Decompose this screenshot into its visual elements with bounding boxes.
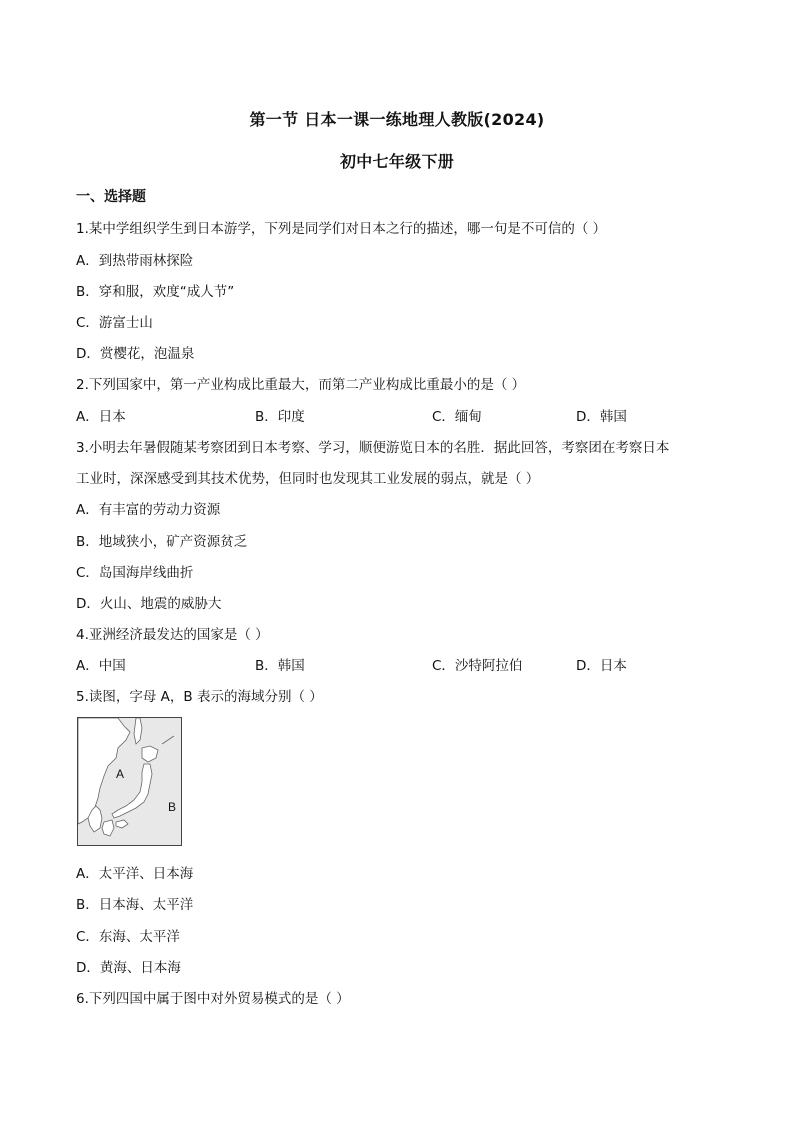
question-5-stem: 5.读图，字母 A，B 表示的海域分别（ ） [76,689,323,705]
question-4-option-a: A．中国 [76,658,126,674]
question-6-stem: 6.下列四国中属于图中对外贸易模式的是（ ） [76,991,350,1007]
question-2-option-c: C．缅甸 [432,409,482,425]
question-3-option-a: A．有丰富的劳动力资源 [76,502,221,518]
question-4-option-c: C．沙特阿拉伯 [432,658,523,674]
question-5-option-b: B．日本海、太平洋 [76,897,194,913]
question-2-option-d: D．韩国 [576,409,627,425]
section-heading: 一、选择题 [76,189,146,205]
question-2-option-b: B．印度 [255,409,305,425]
question-1-option-b: B．穿和服，欢度“成人节” [76,284,235,300]
question-3-option-d: D．火山、地震的威胁大 [76,596,222,612]
japan-sea-map [77,717,182,846]
question-3-option-c: C．岛国海岸线曲折 [76,565,194,581]
question-2-stem: 2.下列国家中，第一产业构成比重最大，而第二产业构成比重最小的是（ ） [76,377,526,393]
document-title: 第一节 日本一课一练地理人教版(2024) [249,110,545,129]
question-4-stem: 4.亚洲经济最发达的国家是（ ） [76,627,269,643]
question-1-option-c: C．游富士山 [76,315,153,331]
map-label-a: A [116,767,125,781]
question-2-option-a: A．日本 [76,409,126,425]
question-5-option-d: D．黄海、日本海 [76,960,181,976]
question-1-option-a: A．到热带雨林探险 [76,253,194,269]
question-1-option-d: D．赏樱花，泡温泉 [76,346,195,362]
question-5-option-c: C．东海、太平洋 [76,929,180,945]
japan-map-graphic [78,718,181,845]
question-3-option-b: B．地域狭小，矿产资源贫乏 [76,534,248,550]
question-3-stem-line2: 工业时，深深感受到其技术优势，但同时也发现其工业发展的弱点，就是（ ） [76,471,540,487]
map-label-b: B [168,800,177,814]
question-5-option-a: A．太平洋、日本海 [76,866,194,882]
question-4-option-b: B．韩国 [255,658,305,674]
question-1-stem: 1.某中学组织学生到日本游学，下列是同学们对日本之行的描述，哪一句是不可信的（ ） [76,221,607,237]
question-4-option-d: D．日本 [576,658,627,674]
document-subtitle: 初中七年级下册 [339,152,455,171]
question-3-stem-line1: 3.小明去年暑假随某考察团到日本考察、学习，顺便游览日本的名胜．据此回答，考察团在考察日本 [76,440,670,456]
